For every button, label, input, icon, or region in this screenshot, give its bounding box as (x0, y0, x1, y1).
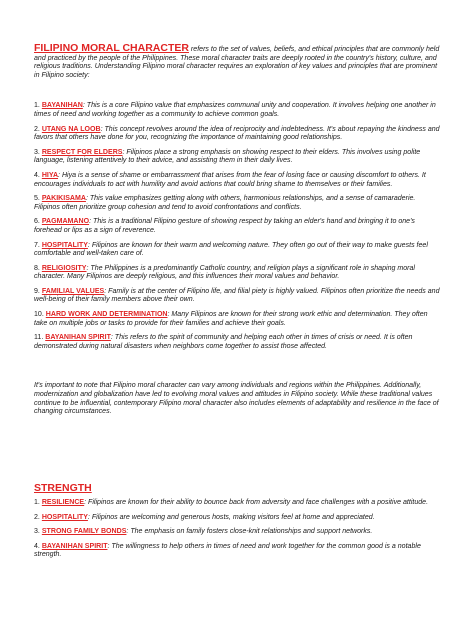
item-text: : This is a core Filipino value that emphasizes communal unity and cooperation. It involves helping one another in times of need and working together as a community to achieve common goals. (34, 102, 436, 118)
list-item (34, 126, 442, 143)
item-term: PAKIKISAMA (41, 195, 86, 203)
list-item (34, 242, 442, 259)
item-text: : Filipinos are welcoming and generous hosts, making visitors feel at home and appreciated. (87, 513, 375, 521)
item-term: HOSPITALITY (41, 513, 88, 521)
item-number: 10. (34, 311, 46, 319)
list-item (34, 218, 442, 235)
list-item (34, 195, 442, 212)
strength-list (34, 499, 442, 566)
list-item (34, 543, 442, 560)
list-item (34, 499, 442, 508)
item-text: : Hiya is a sense of shame or embarrassment that arises from the fear of losing face or causing discomfort to others. It encourages individuals to act with humility and avoid actions that could bring shame to themselves or their families. (34, 171, 426, 188)
list-item (34, 172, 442, 189)
list-item (34, 288, 442, 305)
item-text: : Family is at the center of Filipino life, and filial piety is highly valued. Filipinos often prioritize the needs and well-being of their family members above their own. (34, 287, 440, 304)
item-number: 2. (34, 125, 42, 133)
item-term: STRONG FAMILY BONDS (41, 528, 127, 536)
item-number: 1. (34, 499, 42, 506)
item-text: : Filipinos are known for their warm and welcoming nature. They often go out of their way to make guests feel comfortable and well-taken care of. (34, 241, 428, 258)
item-text: : The Philippines is a predominantly Catholic country, and religion plays a significant role in shaping moral character. Many Filipinos are deeply religious, and this influences their moral values and behavior. (34, 264, 415, 281)
list-item (34, 102, 442, 119)
item-term: PAGMAMANO (41, 218, 90, 226)
item-text: : Filipinos place a strong emphasis on showing respect to their elders. This involves using polite language, listening attentively to their advice, and assisting them in their daily lives. (34, 148, 421, 165)
item-text: : The willingness to help others in times of need and work together for the common good is a notable strength. (34, 542, 421, 559)
item-number: 1. (34, 102, 42, 110)
item-number: 2. (34, 513, 42, 521)
item-text: : This concept revolves around the idea of reciprocity and indebtedness. It's about repaying the kindness and favors that others have done for you, recognizing the importance of maintaining good relationships. (34, 125, 440, 142)
item-number: 3. (34, 148, 42, 156)
item-text: : This is a traditional Filipino gesture of showing respect by taking an elder's hand and bringing it to one's forehead or lips as a sign of reverence. (34, 218, 415, 234)
item-term: FAMILIAL VALUES (41, 287, 105, 295)
document-body (34, 44, 442, 417)
item-number: 6. (34, 218, 42, 226)
list-item (34, 514, 442, 523)
values-list (34, 102, 442, 351)
item-number: 5. (34, 195, 42, 203)
item-number: 3. (34, 528, 42, 536)
list-item (34, 149, 442, 166)
closing-paragraph: It's important to note that Filipino moral character can vary among individuals and regions within the Philippines. Additionally, modernization and globalization have led to evolving moral values and attitudes in Filipino society. While these traditional values continue to be influential, contemporary Filipino moral character also includes elements of adaptability and resilience in the face of changing circumstances. (34, 382, 439, 416)
list-item (34, 311, 442, 328)
item-number: 4. (34, 171, 42, 179)
item-term: HOSPITALITY (41, 241, 88, 249)
item-number: 11. (34, 334, 46, 342)
list-item (34, 265, 442, 282)
item-text: : This refers to the spirit of community and helping each other in times of crisis or need. It is often demonstrated during natural disasters when neighbors come together to assist those affected. (34, 334, 413, 350)
document-title: FILIPINO MORAL CHARACTER (34, 42, 189, 54)
item-term: UTANG NA LOOB (41, 125, 101, 133)
item-term: RESPECT FOR ELDERS (41, 148, 123, 156)
item-term: BAYANIHAN SPIRIT (45, 334, 111, 342)
item-term: BAYANIHAN (41, 102, 83, 110)
item-text: : Many Filipinos are known for their strong work ethic and determination. They often take on multiple jobs or tasks to provide for their families and achieve their goals. (34, 311, 428, 327)
item-text: : The emphasis on family fosters close-knit relationships and support networks. (126, 528, 373, 536)
item-number: 7. (34, 241, 42, 249)
strength-heading: STRENGTH (34, 482, 92, 494)
item-number: 9. (34, 287, 42, 295)
item-term: RELIGIOSITY (41, 264, 87, 272)
intro-paragraph (34, 44, 442, 80)
item-term: HIYA (41, 171, 59, 179)
item-number: 8. (34, 264, 42, 272)
item-text: : Filipinos are known for their ability to bounce back from adversity and face challenges with a positive attitude. (84, 499, 429, 506)
item-term: HARD WORK AND DETERMINATION (45, 311, 168, 319)
list-item (34, 334, 442, 351)
list-item (34, 528, 442, 537)
item-term: RESILIENCE (41, 499, 85, 506)
item-number: 4. (34, 542, 42, 550)
item-term: BAYANIHAN SPIRIT (41, 542, 108, 550)
intro-text: refers to the set of values, beliefs, and ethical principles that are commonly held and practiced by the people of the Philippines. These moral character traits are deeply rooted in the country's history, culture, and religious traditions. Understanding Filipino moral character requires an exploration of key values and principles that are prominent in Filipino society: (34, 46, 440, 79)
item-text: : This value emphasizes getting along with others, harmonious relationships, and a sense of camaraderie. Filipinos often prioritize group cohesion and tend to avoid confrontations and conflicts. (34, 195, 416, 211)
